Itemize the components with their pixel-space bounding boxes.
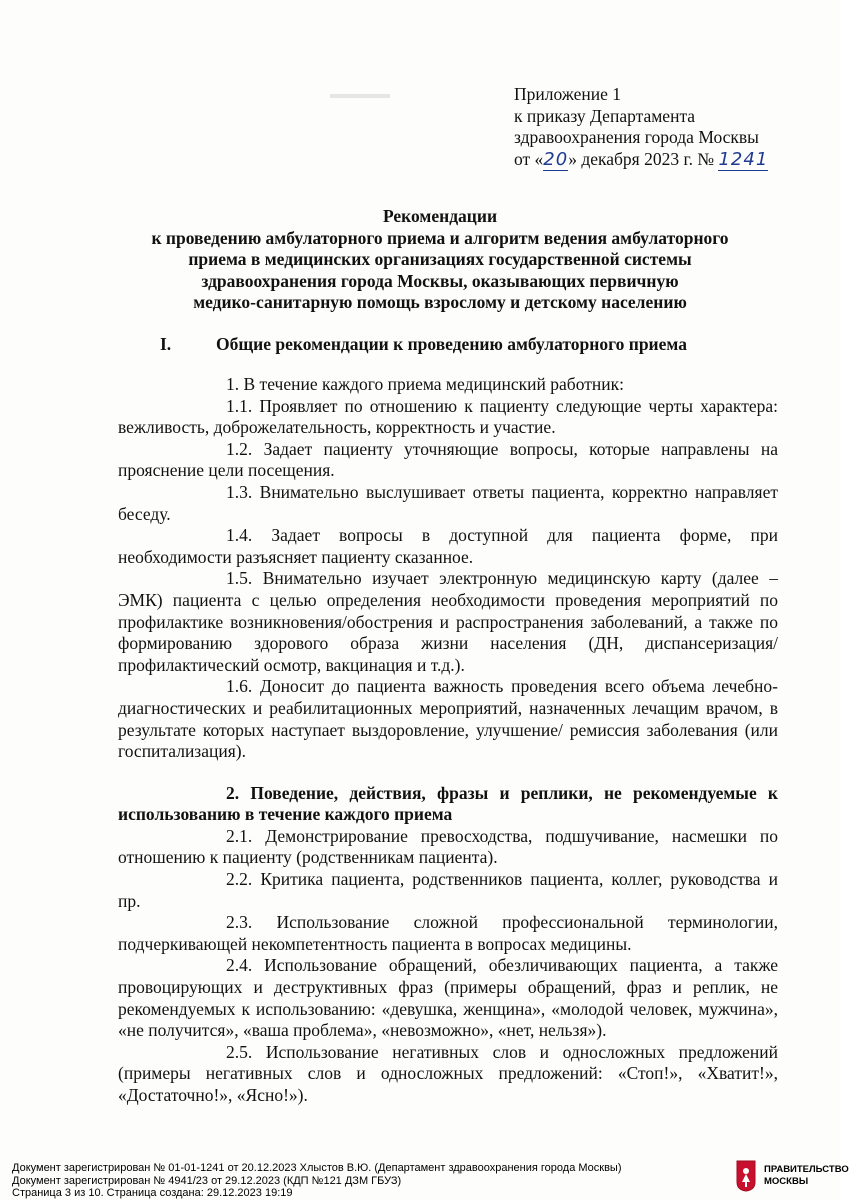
handwritten-number: 1241 [718,148,769,170]
handwritten-day: 20 [543,148,569,170]
registration-footer [12,1162,622,1200]
paragraph-1-6 [118,676,778,762]
item-text: Использование сложной профессиональной терминологии, подчеркивающей некомпетентность пациента в вопросах медицины. [118,912,779,954]
section-1-title: Общие рекомендации к проведению амбулаторного приема [216,334,687,354]
paragraph-1-1 [118,396,778,439]
appendix-line-2: к приказу Департамента [514,105,696,126]
item-text: Демонстрирование превосходства, подшучивание, насмешки по отношению к пациенту (родственникам пациента). [118,825,779,868]
item-number: 1.5. [226,568,253,589]
spacer [118,763,778,783]
paragraph-1-3 [118,482,778,525]
section-2-heading [118,783,778,826]
item-number: 2.2. [226,869,253,890]
footer-line-2: Документ зарегистрирован № 4941/23 от 29.12.2023 (КДП №121 ДЗМ ГБУЗ) [12,1174,402,1187]
appendix-block [514,84,768,171]
title-line: Рекомендации [382,206,498,226]
government-logo-text [764,1164,849,1188]
appendix-date-line [514,149,768,172]
item-text: Внимательно изучает электронную медицинскую карту (далее – ЭМК) пациента с целью определения необходимости проведения мероприятий по профилактике возникновения/обострения и распространения заболеваний, а также по формированию здорового образа жизни населения (ДН, диспансеризация/профилактический осмотр, вакцинация и т.д.). [118,568,779,675]
section-2-number: 2. [226,782,240,803]
item-text: Внимательно выслушивает ответы пациента, корректно направляет беседу. [118,481,779,524]
item-text: Использование негативных слов и односложных предложений (примеры негативных слов и односложных предложений: «Стоп!», «Хватит!», «Достаточно!», «Ясно!»). [118,1041,778,1105]
section-2-title: Поведение, действия, фразы и реплики, не рекомендуемые к использованию в течение каждого приема [118,782,779,825]
title-line: к проведению амбулаторного приема и алгоритм ведения амбулаторного [151,227,729,248]
moscow-coat-of-arms-icon [736,1160,756,1192]
item-number: 2.5. [226,1041,253,1062]
paragraph-1-4 [118,525,778,568]
section-1-number: I. [160,334,172,354]
footer-line-1: Документ зарегистрирован № 01-01-1241 от 20.12.2023 Хлыстов В.Ю. (Департамент здравоохранения города Москвы) [12,1162,622,1174]
paragraph-1-2 [118,439,778,482]
item-number: 1.2. [226,438,253,459]
paragraph-2-4 [118,955,778,1041]
paragraph-2-3 [118,912,778,955]
item-number: 1.3. [226,481,253,502]
paragraph-2-1 [118,826,778,869]
title-line: приема в медицинских организациях государственной системы [188,249,692,269]
section-1-heading [160,334,687,355]
item-number: 2.1. [226,825,253,846]
scan-artifact [330,94,390,98]
date-prefix: от « [514,148,544,169]
title-line: здравоохранения города Москвы, оказывающих первичную [201,270,679,291]
item-text: Задает вопросы в доступной для пациента форме, при необходимости разъясняет пациенту сказанное. [118,525,778,567]
item-number: 1.4. [226,525,253,546]
item-number: 1.6. [226,676,253,697]
paragraph-2-2 [118,869,778,912]
paragraph-1-5 [118,568,778,676]
date-mid: » декабря 2023 г. № [568,148,715,169]
gov-line-1: ПРАВИТЕЛЬСТВО [764,1164,849,1175]
paragraph-1 [118,374,778,396]
item-text: Использование обращений, обезличивающих пациента, а также провоцирующих и деструктивных фраз (примеры обращений, фраз и реплик, не рекомендуемых к использованию: «девушка, женщина», «молодой человек, мужчина», «не получится», «ваша проблема», «невозможно», «нет, нельзя»). [118,955,778,1041]
gov-line-2: МОСКВЫ [764,1176,809,1187]
item-text: Проявляет по отношению к пациенту следующие черты характера: вежливость, доброжелательность, корректность и участие. [118,395,778,438]
item-text: Доносит до пациента важность проведения всего объема лечебно-диагностических и реабилитационных мероприятий, назначенных лечащим врачом, в результате которых наступает выздоровление, улучшение/ ремиссия заболевания (или госпитализация). [118,676,778,762]
item-number: 2.4. [226,955,253,976]
item-number: 1.1. [226,395,253,416]
footer-line-3: Страница 3 из 10. Страница создана: 29.12.2023 19:19 [12,1187,293,1199]
appendix-line-3: здравоохранения города Москвы [514,127,759,147]
item-number: 1. [226,374,240,394]
appendix-line-1: Приложение 1 [514,84,622,104]
paragraph-2-5 [118,1042,778,1107]
document-body [118,374,778,1107]
title-line: медико-санитарную помощь взрослому и детскому населению [193,292,687,312]
item-number: 2.3. [226,912,253,933]
document-title [110,206,770,314]
item-text: В течение каждого приема медицинский работник: [243,374,624,394]
item-text: Задает пациенту уточняющие вопросы, которые направлены на прояснение цели посещения. [118,438,779,481]
item-text: Критика пациента, родственников пациента, коллег, руководства и пр. [118,869,779,911]
